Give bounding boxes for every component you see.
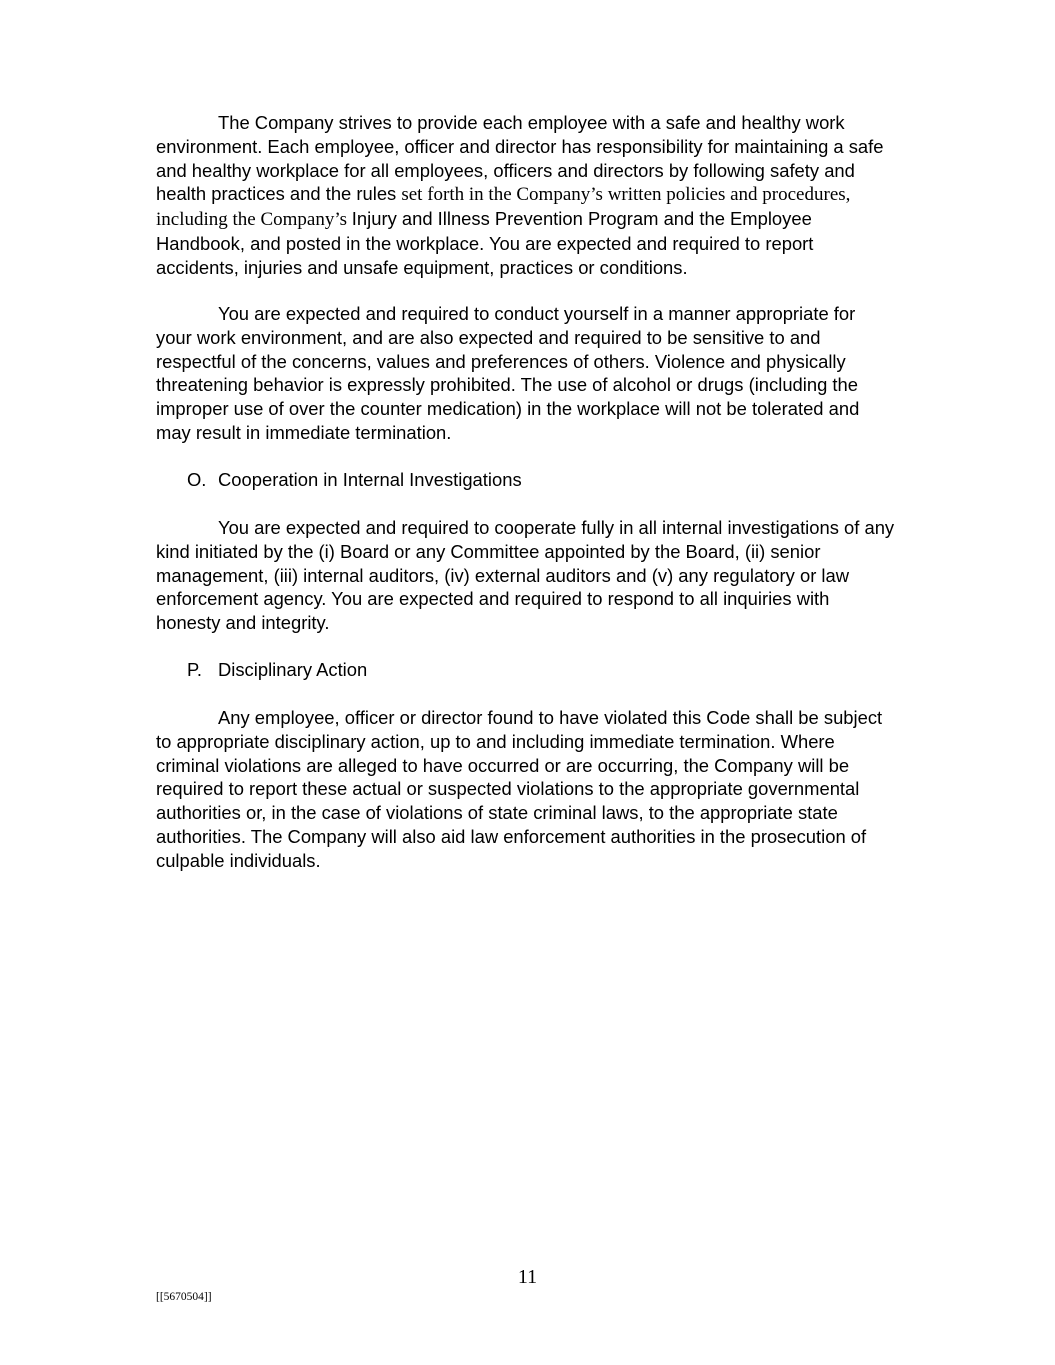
conduct-text: You are expected and required to conduct yourself in a manner appropriate for your work environment, and are also expected and required to be sensitive to and respectful of the concerns, values and preferences of others. Violence and physically threatening behavior is expressly prohibited. The use of alcohol or drugs (including the improper use of over the counter medication) in the workplace will not be tolerated and may result in immediate termination. <box>156 303 860 443</box>
conduct-paragraph <box>156 302 896 445</box>
cooperation-text: You are expected and required to cooperate fully in all internal investigations of any kind initiated by the (i) Board or any Committee appointed by the Board, (ii) senior management, (iii) internal auditors, (iv) external auditors and (v) any regulatory or law enforcement agency. You are expected and required to respond to all inquiries with honesty and integrity. <box>156 517 895 634</box>
cooperation-paragraph <box>156 516 896 635</box>
safety-text-part2: set forth in the Company’s written policies and procedures, including the Company’s <box>156 184 851 231</box>
section-title: Disciplinary Action <box>218 659 368 680</box>
safety-paragraph <box>156 111 896 280</box>
section-heading-p <box>187 658 367 682</box>
safety-text-part1: The Company strives to provide each employee with a safe and healthy work environment. Each employee, officer and director has responsibility for maintaining a safe and healthy workplace for all employees, officers and directors by following safety and health practices and the rules <box>156 112 884 205</box>
discipline-text: Any employee, officer or director found to have violated this Code shall be subject to appropriate disciplinary action, up to and including immediate termination. Where criminal violations are alleged to have occurred or are occurring, the Company will be required to report these actual or suspected violations to the appropriate governmental authorities or, in the case of violations of state criminal laws, to the appropriate state authorities. The Company will also aid law enforcement authorities in the prosecution of culpable individuals. <box>156 707 883 871</box>
section-heading-o <box>187 468 522 492</box>
section-title: Cooperation in Internal Investigations <box>218 469 522 490</box>
section-letter: O. <box>187 469 207 490</box>
safety-text-part3: Injury and Illness Prevention Program and the Employee Handbook, and posted in the workplace. You are expected and required to report accidents, injuries and unsafe equipment, practices or conditions. <box>156 208 814 278</box>
section-letter: P. <box>187 659 203 680</box>
discipline-paragraph <box>156 706 896 873</box>
page-number: 11 <box>517 1266 538 1288</box>
document-id: [[5670504]] <box>156 1291 212 1303</box>
